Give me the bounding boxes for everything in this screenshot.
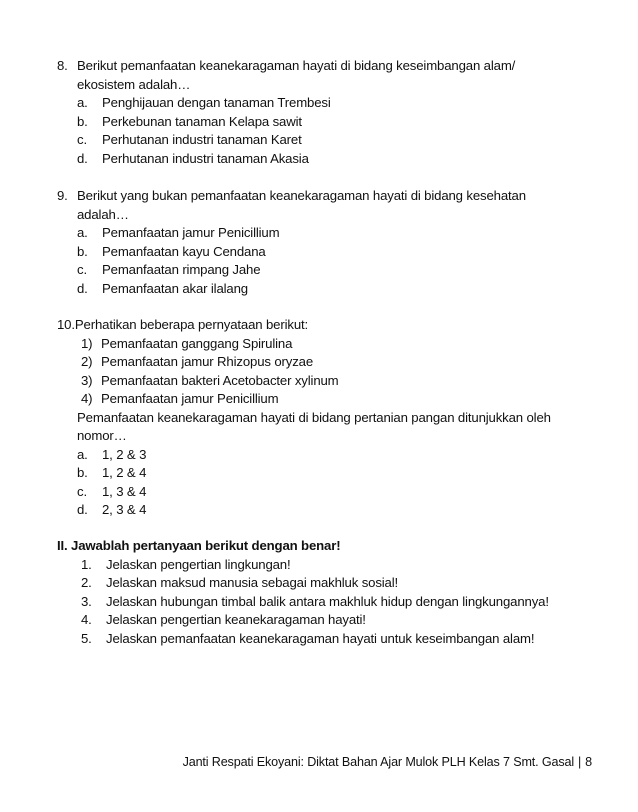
question-text-continued: nomor… (77, 428, 127, 443)
question-text: Berikut yang bukan pemanfaatan keanekaragaman hayati di bidang kesehatan (77, 188, 526, 203)
statement-number: 1) (81, 335, 93, 351)
statement-text: Pemanfaatan ganggang Spirulina (101, 335, 293, 351)
option-letter: a. (77, 95, 88, 110)
essay-text: Jelaskan hubungan timbal balik antara makhluk hidup dengan lingkungannya! (106, 593, 549, 609)
essay-number: 5. (81, 630, 92, 646)
statement-text: Pemanfaatan jamur Penicillium (101, 391, 279, 406)
option-text: Perkebunan tanaman Kelapa sawit (102, 113, 302, 129)
option-text: 1, 2 & 3 (102, 446, 147, 462)
statement-3 (57, 372, 597, 391)
question-text-continued: adalah… (77, 206, 129, 222)
essay-text: Jelaskan pengertian keanekaragaman hayati! (106, 612, 366, 627)
question-10-stem (57, 316, 597, 335)
question-8-stem (57, 57, 597, 76)
option-c (57, 131, 597, 150)
essay-text: Jelaskan pengertian lingkungan! (106, 556, 291, 572)
option-text: 2, 3 & 4 (102, 502, 147, 517)
question-text-continued: ekosistem adalah… (77, 76, 191, 92)
essay-item-3 (57, 593, 597, 612)
option-letter: b. (77, 243, 88, 259)
option-b (57, 243, 597, 262)
statement-number: 4) (81, 391, 93, 406)
option-text: Pemanfaatan kayu Cendana (102, 243, 266, 259)
essay-number: 4. (81, 612, 92, 627)
page-footer (183, 753, 592, 771)
footer-text: Janti Respati Ekoyani: Diktat Bahan Ajar Mulok PLH Kelas 7 Smt. Gasal (182, 755, 575, 769)
statement-2 (57, 353, 597, 372)
option-c (57, 483, 597, 502)
statement-number: 3) (81, 372, 93, 388)
option-letter: d. (77, 502, 88, 517)
option-text: Penghijauan dengan tanaman Trembesi (102, 95, 331, 110)
statement-1 (57, 335, 597, 354)
section-2-essay (57, 537, 597, 648)
essay-number: 1. (81, 556, 92, 572)
essay-item-5 (57, 630, 597, 649)
question-10 (57, 316, 597, 520)
option-letter: d. (77, 280, 88, 296)
question-number: 10. (57, 317, 75, 332)
option-letter: c. (77, 483, 87, 499)
option-letter: b. (77, 113, 88, 129)
option-a (57, 446, 597, 465)
option-letter: a. (77, 225, 88, 240)
section-heading: II. Jawablah pertanyaan berikut dengan benar! (57, 538, 341, 553)
option-text: 1, 3 & 4 (102, 483, 147, 499)
question-number: 8. (57, 58, 68, 73)
option-text: Pemanfaatan akar ilalang (102, 280, 248, 296)
option-b (57, 113, 597, 132)
option-a (57, 94, 597, 113)
option-text: 1, 2 & 4 (102, 465, 147, 480)
question-9 (57, 187, 597, 298)
option-text: Pemanfaatan jamur Penicillium (102, 225, 280, 240)
essay-item-1 (57, 556, 597, 575)
option-text: Pemanfaatan rimpang Jahe (102, 262, 261, 277)
option-d (57, 501, 597, 520)
essay-item-4 (57, 611, 597, 630)
statement-text: Pemanfaatan bakteri Acetobacter xylinum (101, 372, 339, 388)
option-a (57, 224, 597, 243)
statement-4 (57, 390, 597, 409)
option-letter: c. (77, 262, 87, 277)
option-text: Perhutanan industri tanaman Karet (102, 132, 302, 147)
essay-item-2 (57, 574, 597, 593)
option-d (57, 150, 597, 169)
question-text: Perhatikan beberapa pernyataan berikut: (74, 317, 309, 332)
statement-text: Pemanfaatan jamur Rhizopus oryzae (101, 354, 314, 369)
question-text: Berikut pemanfaatan keanekaragaman hayati di bidang keseimbangan alam/ (77, 58, 516, 73)
statement-number: 2) (81, 354, 93, 369)
question-number: 9. (57, 188, 68, 203)
essay-number: 2. (81, 575, 92, 590)
essay-number: 3. (81, 593, 92, 609)
option-c (57, 261, 597, 280)
option-text: Perhutanan industri tanaman Akasia (102, 150, 309, 166)
essay-text: Jelaskan pemanfaatan keanekaragaman hayati untuk keseimbangan alam! (106, 630, 535, 646)
option-letter: d. (77, 150, 88, 166)
option-letter: c. (77, 132, 87, 147)
option-b (57, 464, 597, 483)
page-number: 8 (585, 755, 592, 769)
option-letter: a. (77, 446, 88, 462)
essay-text: Jelaskan maksud manusia sebagai makhluk sosial! (106, 575, 399, 590)
option-letter: b. (77, 465, 88, 480)
footer-separator: | (578, 755, 582, 769)
option-d (57, 280, 597, 299)
question-9-stem (57, 187, 597, 206)
question-text: Pemanfaatan keanekaragaman hayati di bidang pertanian pangan ditunjukkan oleh (77, 409, 551, 425)
question-8 (57, 57, 597, 168)
